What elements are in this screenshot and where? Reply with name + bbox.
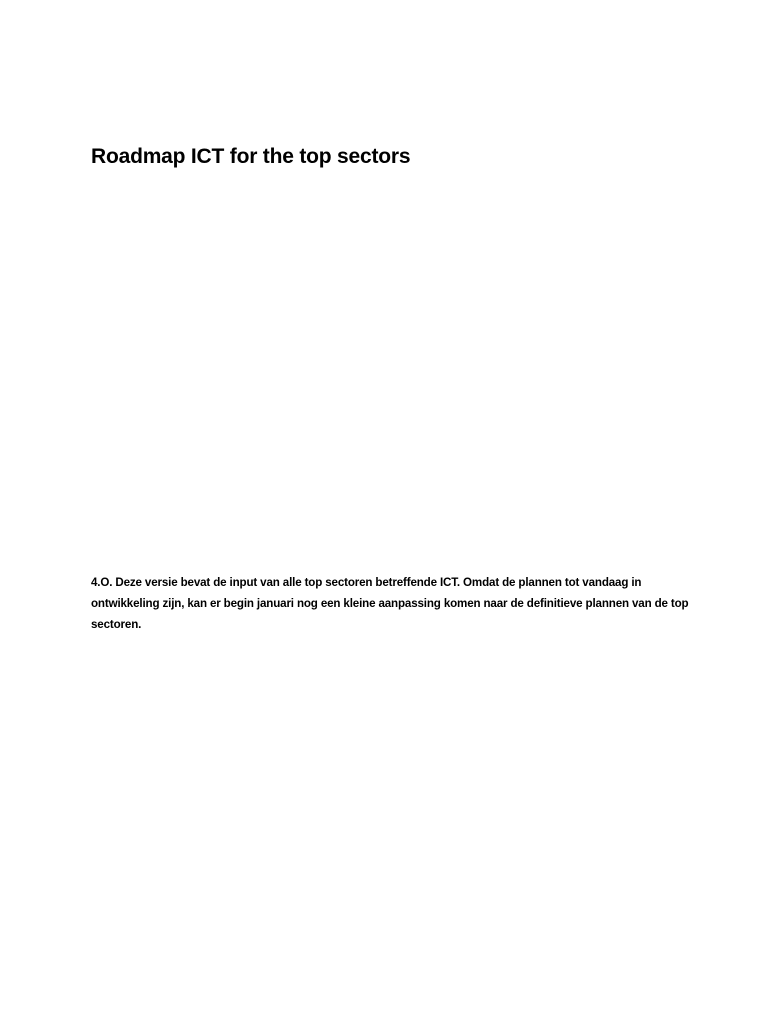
- document-title: Roadmap ICT for the top sectors: [91, 145, 411, 168]
- document-version-note: 4.O. Deze versie bevat de input van alle top sectoren betreffende ICT. Omdat de plannen tot vandaag in ontwikkeling zijn, kan er begin januari nog een kleine aanpassing komen naar de definitieve plannen van de top sectoren.: [91, 576, 689, 631]
